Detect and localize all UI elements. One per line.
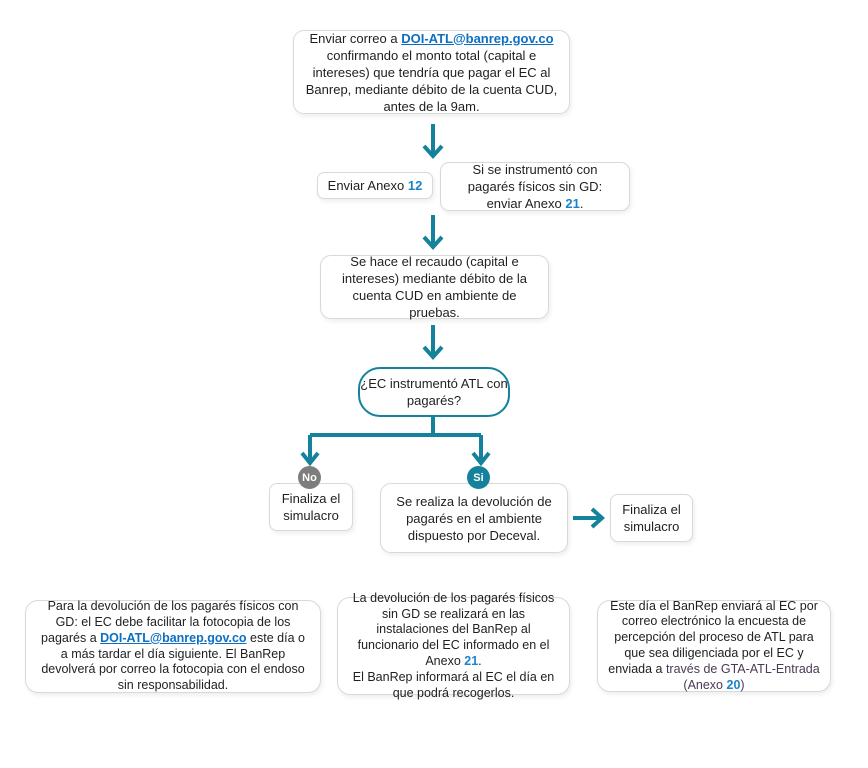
note-sin-gd-text (348, 591, 559, 702)
note-sin-gd-anexo-link[interactable]: 21 (464, 653, 479, 668)
email-link[interactable]: DOI-ATL@banrep.gov.co (401, 30, 554, 46)
note-encuesta-anexo-link[interactable]: 20 (726, 677, 741, 692)
node-finaliza-si-text: Finaliza el simulacro (622, 502, 681, 534)
node-devolucion (380, 483, 568, 553)
note-devolucion-sin-gd (337, 590, 570, 700)
node-devolucion-text: Se realiza la devolución de pagarés en el ambiente dispuesto por Deceval. (396, 493, 552, 543)
anexo21-period: . (579, 196, 584, 211)
branch-si-label: Si (473, 471, 484, 484)
node-finaliza-no-text: Finaliza el simulacro (281, 491, 341, 523)
note-encuesta (597, 600, 831, 692)
node-send-email-text (304, 30, 559, 115)
arrow-down-3 (421, 323, 445, 365)
branch-no-label: No (302, 471, 317, 484)
note-encuesta-close-paren: ) (740, 677, 745, 692)
arrow-down-1 (421, 122, 445, 164)
node-anexo-21 (440, 162, 630, 211)
note-devolucion-con-gd (25, 600, 321, 693)
note-con-gd-text (36, 599, 310, 694)
node-send-email (293, 30, 570, 114)
node-finaliza-si (610, 494, 693, 542)
note-encuesta-gta: través de GTA-ATL-Entrada (Anexo (665, 661, 820, 692)
anexo21-text: Si se instrumentó con pagarés físicos sin GD: enviar Anexo (467, 162, 603, 211)
node-anexo-12-text (328, 177, 423, 194)
anexo12-number-link[interactable]: 12 (407, 178, 423, 193)
note-sin-gd-period: . (478, 653, 482, 668)
note-con-gd-before: Para la devolución de los pagarés físicos con GD: el EC debe facilitar la fotocopia de los pagarés a (41, 599, 299, 645)
node-recaudo-text: Se hace el recaudo (capital e intereses) mediante débito de la cuenta CUD en ambiente de pruebas. (341, 254, 527, 320)
note-sin-gd-before: La devolución de los pagarés físicos sin GD se realizará en las instalaciones del BanRep al funcionario del EC informado en el Anexo (352, 590, 555, 668)
email-text-after: confirmando el monto total (capital e intereses) que tendría que pagar el EC al Banrep, mediante débito de la cuenta CUD, antes de la 9am. (305, 47, 558, 114)
branch-connector (290, 415, 500, 471)
note-con-gd-email-link[interactable]: DOI-ATL@banrep.gov.co (100, 630, 247, 645)
note-encuesta-before: Este día el BanRep enviará al EC por correo electrónico la encuesta de percepción del proceso de ATL para que sea diligenciada por el EC y enviada a (608, 598, 818, 676)
anexo12-text: Enviar Anexo (327, 178, 408, 193)
note-con-gd-after: este día o a más tardar el día siguiente. El BanRep devolverá por correo la fotocopia con el endoso sin responsabilidad. (41, 630, 305, 693)
email-text-before: Enviar correo a (309, 30, 402, 46)
branch-no-badge (298, 466, 321, 489)
node-recaudo (320, 255, 549, 319)
node-decision-pagares (358, 367, 510, 417)
anexo21-number-link[interactable]: 21 (565, 196, 580, 211)
node-anexo-21-text (451, 161, 619, 212)
branch-si-badge (467, 466, 490, 489)
arrow-right (571, 506, 609, 530)
note-sin-gd-line2: El BanRep informará al EC el día en que podrá recogerlos. (352, 669, 555, 700)
node-decision-text: ¿EC instrumentó ATL con pagarés? (360, 376, 508, 408)
arrow-down-2 (421, 213, 445, 255)
node-anexo-12 (317, 172, 433, 199)
note-encuesta-text (608, 599, 820, 694)
node-finaliza-no (269, 483, 353, 531)
